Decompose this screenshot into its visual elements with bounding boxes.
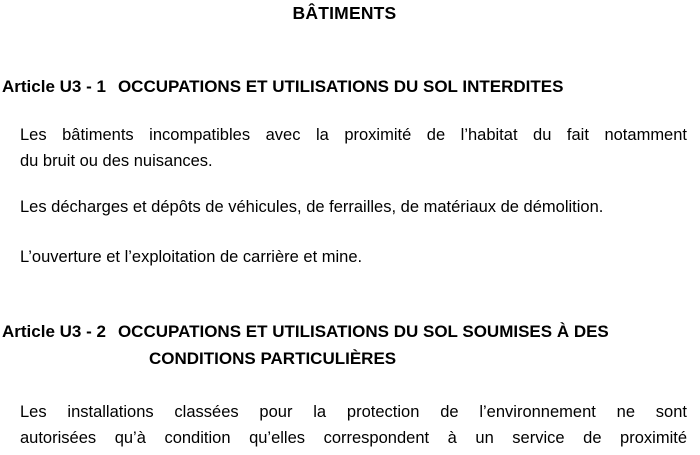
article-u3-2-label: Article U3 - 2 xyxy=(2,322,106,341)
paragraph-ouverture-exploitation xyxy=(20,244,687,270)
article-u3-2-title-line1: OCCUPATIONS ET UTILISATIONS DU SOL SOUMISES À DES xyxy=(117,322,609,341)
document-title: BÂTIMENTS xyxy=(292,3,397,23)
paragraph-line: Les bâtiments incompatibles avec la proximité de l’habitat du fait notamment xyxy=(20,126,687,144)
paragraph-line: Les installations classées pour la protection de l’environnement ne sont xyxy=(20,403,687,421)
paragraph-line: du bruit ou des nuisances. xyxy=(20,152,213,170)
article-u3-1-label: Article U3 - 1 xyxy=(2,77,106,96)
article-u3-1-heading xyxy=(2,74,687,100)
article-u3-2-title-line2: CONDITIONS PARTICULIÈRES xyxy=(149,349,397,368)
paragraph-batiments-incompatibles xyxy=(20,122,687,174)
article-u3-1-heading-line xyxy=(2,74,687,100)
paragraph-line: autorisées qu’à condition qu’elles correspondent à un service de proximité xyxy=(20,429,687,447)
paragraph-installations-classees xyxy=(20,399,687,451)
article-u3-1-title: OCCUPATIONS ET UTILISATIONS DU SOL INTERDITES xyxy=(117,77,564,96)
paragraph-line: Les décharges et dépôts de véhicules, de ferrailles, de matériaux de démolition. xyxy=(20,198,604,216)
paragraph-decharges-depots xyxy=(20,194,687,220)
paragraph-line: L’ouverture et l’exploitation de carrière et mine. xyxy=(20,248,363,266)
article-u3-2-heading-line1 xyxy=(2,318,687,345)
article-u3-2-heading xyxy=(2,318,687,372)
